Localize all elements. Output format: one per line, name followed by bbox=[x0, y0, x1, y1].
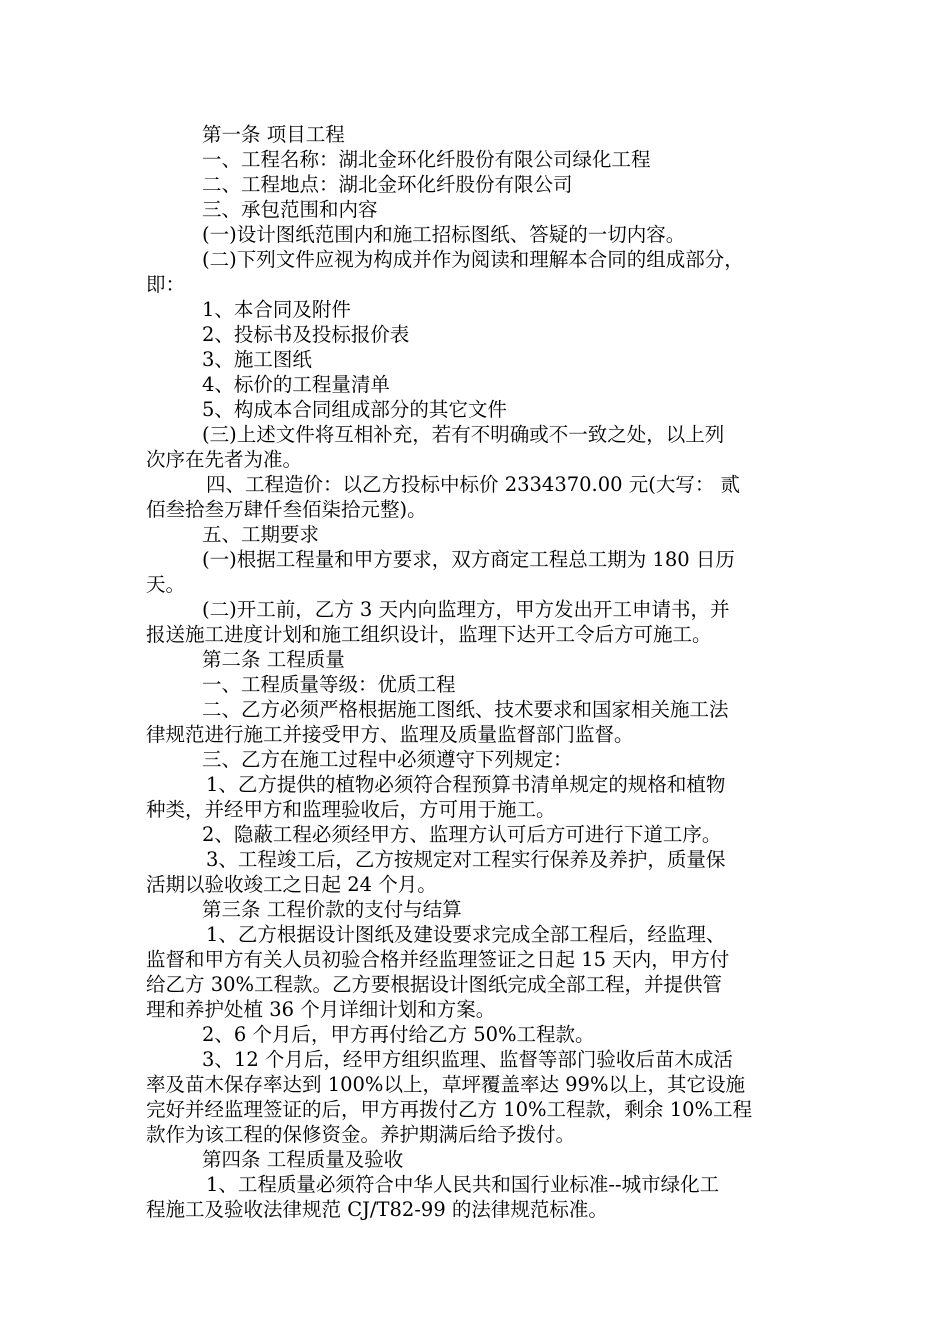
text-line: 一、工程名称：湖北金环化纤股份有限公司绿化工程 bbox=[202, 148, 651, 171]
text-line: 四、工程造价：以乙方投标中标价 2334370.00 元(大写： 贰 bbox=[206, 473, 741, 496]
text-line: 报送施工进度计划和施工组织设计，监理下达开工令后方可施工。 bbox=[146, 623, 712, 646]
list-item: 5、构成本合同组成部分的其它文件 bbox=[202, 398, 507, 421]
text-line: 2、6 个月后，甲方再付给乙方 50%工程款。 bbox=[202, 1023, 595, 1046]
text-line: 天。 bbox=[146, 573, 186, 596]
text-line: 3、12 个月后，经甲方组织监理、监督等部门验收后苗木成活 bbox=[202, 1048, 733, 1071]
text-line: 佰叁拾叁万肆仟叁佰柒拾元整)。 bbox=[146, 498, 427, 521]
text-line: 1、工程质量必须符合中华人民共和国行业标准--城市绿化工 bbox=[206, 1173, 720, 1196]
text-line: 给乙方 30%工程款。乙方要根据设计图纸完成全部工程，并提供管 bbox=[146, 973, 723, 996]
text-line: 监督和甲方有关人员初验合格并经监理签证之日起 15 天内，甲方付 bbox=[146, 948, 730, 971]
text-line: 即： bbox=[146, 273, 186, 296]
text-line: 一、工程质量等级：优质工程 bbox=[202, 673, 456, 696]
list-item: 1、本合同及附件 bbox=[202, 298, 351, 321]
article-3-heading: 第三条 工程价款的支付与结算 bbox=[202, 898, 462, 921]
text-line: 款作为该工程的保修资金。养护期满后给予拨付。 bbox=[146, 1123, 576, 1146]
text-line: 完好并经监理签证的后，甲方再拨付乙方 10%工程款，剩余 10%工程 bbox=[146, 1098, 753, 1121]
text-line: 二、乙方必须严格根据施工图纸、技术要求和国家相关施工法 bbox=[202, 698, 729, 721]
text-line: 理和养护处植 36 个月详细计划和方案。 bbox=[146, 998, 496, 1021]
text-line: 率及苗木保存率达到 100%以上，草坪覆盖率达 99%以上，其它设施 bbox=[146, 1073, 745, 1096]
list-item: 3、施工图纸 bbox=[202, 348, 312, 371]
text-line: 三、承包范围和内容 bbox=[202, 198, 378, 221]
text-line: (二)开工前，乙方 3 天内向监理方，甲方发出开工申请书，并 bbox=[202, 598, 730, 621]
text-line: 3、工程竣工后，乙方按规定对工程实行保养及养护，质量保 bbox=[206, 848, 726, 871]
article-2-heading: 第二条 工程质量 bbox=[202, 648, 345, 671]
text-line: (三)上述文件将互相补充，若有不明确或不一致之处，以上列 bbox=[202, 423, 725, 446]
list-item: 4、标价的工程量清单 bbox=[202, 373, 390, 396]
article-1-heading: 第一条 项目工程 bbox=[202, 123, 345, 146]
text-line: 二、工程地点：湖北金环化纤股份有限公司 bbox=[202, 173, 573, 196]
text-line: 1、乙方提供的植物必须符合程预算书清单规定的规格和植物 bbox=[206, 773, 726, 796]
list-item: 2、投标书及投标报价表 bbox=[202, 323, 410, 346]
text-line: 律规范进行施工并接受甲方、监理及质量监督部门监督。 bbox=[146, 723, 634, 746]
text-line: 活期以验收竣工之日起 24 个月。 bbox=[146, 873, 437, 896]
text-line: 程施工及验收法律规范 CJ/T82-99 的法律规范标准。 bbox=[146, 1198, 608, 1221]
article-4-heading: 第四条 工程质量及验收 bbox=[202, 1148, 404, 1171]
text-line: 种类，并经甲方和监理验收后，方可用于施工。 bbox=[146, 798, 556, 821]
text-line: 1、乙方根据设计图纸及建设要求完成全部工程后，经监理、 bbox=[206, 923, 726, 946]
text-line: 三、乙方在施工过程中必须遵守下列规定： bbox=[202, 748, 573, 771]
text-line: 五、工期要求 bbox=[202, 523, 320, 546]
text-line: 2、隐蔽工程必须经甲方、监理方认可后方可进行下道工序。 bbox=[202, 823, 722, 846]
text-line: (一)根据工程量和甲方要求，双方商定工程总工期为 180 日历 bbox=[202, 548, 735, 571]
text-line: 次序在先者为准。 bbox=[146, 448, 303, 471]
text-line: (二)下列文件应视为构成并作为阅读和理解本合同的组成部分， bbox=[202, 248, 744, 271]
text-line: (一)设计图纸范围内和施工招标图纸、答疑的一切内容。 bbox=[202, 223, 686, 246]
